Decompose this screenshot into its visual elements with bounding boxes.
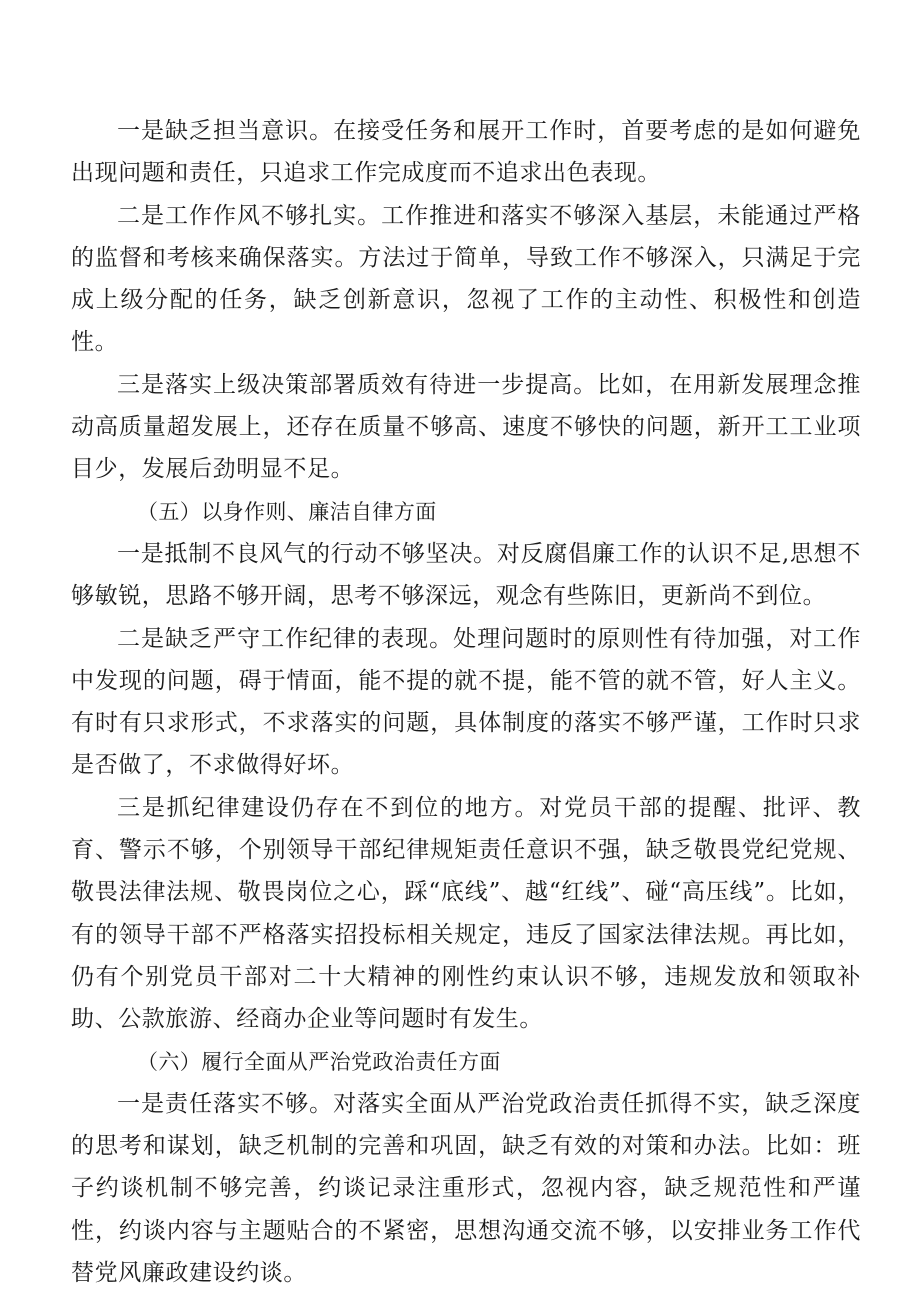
paragraph-implementation-quality: 三是落实上级决策部署质效有待进一步提高。比如，在用新发展理念推动高质量超发展上，还存在质量不够高、速度不够快的问题，新开工工业项目少，发展后劲明显不足。	[71, 371, 861, 483]
paragraph-work-style: 二是工作作风不够扎实。工作推进和落实不够深入基层，未能通过严格的监督和考核来确保落实。方法过于简单，导致工作不够深入，只满足于完成上级分配的任务，缺乏创新意识，忽视了工作的主动性、积极性和创造性。	[71, 202, 861, 356]
paragraph-resist-bad-practices: 一是抵制不良风气的行动不够坚决。对反腐倡廉工作的认识不足,思想不够敏锐，思路不够开阔，思考不够深远，观念有些陈旧，更新尚不到位。	[71, 540, 861, 610]
paragraph-lack-of-responsibility: 一是缺乏担当意识。在接受任务和展开工作时，首要考虑的是如何避免出现问题和责任，只追求工作完成度而不追求出色表现。	[71, 118, 861, 187]
section-heading-six: （六）履行全面从严治党政治责任方面	[137, 1049, 501, 1074]
paragraph-responsibility-implementation: 一是责任落实不够。对落实全面从严治党政治责任抓得不实，缺乏深度的思考和谋划，缺乏机制的完善和巩固，缺乏有效的对策和办法。比如：班子约谈机制不够完善，约谈记录注重形式，忽视内容，缺乏规范性和严谨性，约谈内容与主题贴合的不紧密，思想沟通交流不够，以安排业务工作代替党风廉政建设约谈。	[71, 1090, 861, 1287]
paragraph-work-discipline: 二是缺乏严守工作纪律的表现。处理问题时的原则性有待加强，对工作中发现的问题，碍于情面，能不提的就不提，能不管的就不管，好人主义。有时有只求形式，不求落实的问题，具体制度的落实不够严谨，工作时只求是否做了，不求做得好坏。	[71, 625, 861, 779]
paragraph-discipline-building: 三是抓纪律建设仍存在不到位的地方。对党员干部的提醒、批评、教育、警示不够，个别领导干部纪律规矩责任意识不强，缺乏敬畏党纪党规、敬畏法律法规、敬畏岗位之心，踩“底线”、越“红线”、碰“高压线”。比如，有的领导干部不严格落实招投标相关规定，违反了国家法律法规。再比如，仍有个别党员干部对二十大精神的刚性约束认识不够，违规发放和领取补助、公款旅游、经商办企业等问题时有发生。	[71, 794, 861, 1033]
document-body	[71, 110, 861, 1294]
section-heading-five: （五）以身作则、廉洁自律方面	[137, 499, 437, 524]
